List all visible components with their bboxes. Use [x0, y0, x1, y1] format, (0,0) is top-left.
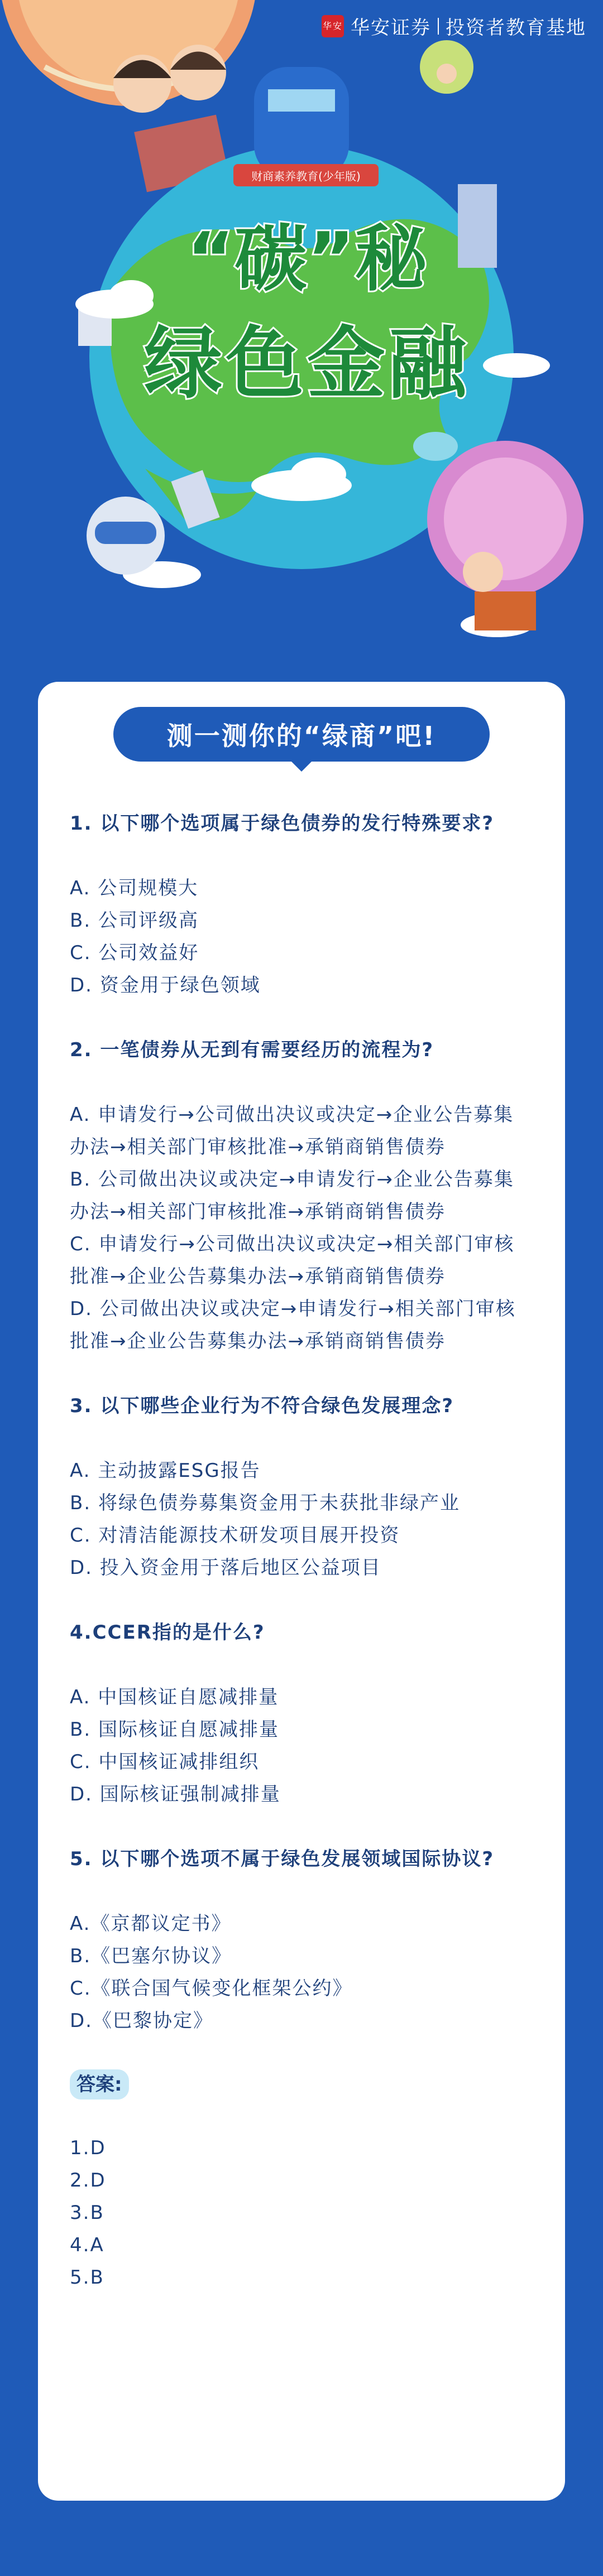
options-2 [70, 1099, 533, 1357]
option: C. 申请发行→公司做出决议或决定→相关部门审核批准→企业公告募集办法→承销商销售债券 [70, 1233, 515, 1288]
title-notch [291, 762, 312, 772]
mascot-icon [87, 497, 165, 575]
option: D.《巴黎协定》 [70, 2010, 213, 2032]
option: D. 公司做出决议或决定→申请发行→相关部门审核批准→企业公告募集办法→承销商销售债券 [70, 1298, 516, 1352]
quiz-title-text: 测一测你的“绿商”吧! [166, 721, 437, 751]
option: B.《巴塞尔协议》 [70, 1945, 232, 1967]
option: A. 主动披露ESG报告 [70, 1460, 261, 1482]
page-title-line1: “碳”秘 [186, 216, 428, 301]
brand-name: 华安证券 [351, 17, 431, 39]
answer-item: 2.D [70, 2169, 106, 2192]
option: A. 申请发行→公司做出决议或决定→企业公告募集办法→相关部门审核批准→承销商销售债券 [70, 1104, 514, 1158]
options-5 [70, 1908, 533, 2037]
answer-item: 5.B [70, 2266, 104, 2289]
quiz-content [70, 807, 533, 2294]
pink-balloon-icon [427, 441, 583, 630]
question-5: 5. 以下哪个选项不属于绿色发展领域国际协议? [70, 1848, 495, 1870]
page-title-line2: 绿色金融 [143, 319, 470, 410]
brand-subtitle: 投资者教育基地 [446, 17, 586, 39]
brand-divider [438, 18, 439, 35]
option: D. 资金用于绿色领域 [70, 974, 261, 996]
quiz-card [38, 682, 565, 2501]
option: C. 对清洁能源技术研发项目展开投资 [70, 1524, 400, 1547]
option: C. 公司效益好 [70, 942, 199, 964]
hero-illustration [0, 0, 603, 670]
option: B. 公司做出决议或决定→申请发行→企业公告募集办法→相关部门审核批准→承销商销售债券 [70, 1168, 514, 1223]
question-4: 4.CCER指的是什么? [70, 1621, 265, 1644]
option: B. 将绿色债券募集资金用于未获批非绿产业 [70, 1492, 460, 1514]
question-2: 2. 一笔债券从无到有需要经历的流程为? [70, 1039, 434, 1061]
option: A.《京都议定书》 [70, 1913, 232, 1935]
answers-list [70, 2132, 533, 2294]
answer-item: 3.B [70, 2202, 104, 2224]
brand-header [322, 12, 586, 40]
options-1 [70, 872, 533, 1001]
quiz-title [113, 707, 490, 762]
answer-item: 4.A [70, 2234, 104, 2256]
option: D. 投入资金用于落后地区公益项目 [70, 1557, 381, 1579]
option: C. 中国核证减排组织 [70, 1751, 260, 1773]
small-balloon-icon [420, 40, 473, 94]
answer-item: 1.D [70, 2137, 106, 2159]
option: C.《联合国气候变化框架公约》 [70, 1977, 353, 2000]
question-1: 1. 以下哪个选项属于绿色债券的发行特殊要求? [70, 812, 495, 835]
option: A. 中国核证自愿减排量 [70, 1686, 279, 1708]
brand-seal-icon: 华安 [322, 15, 344, 37]
option: B. 国际核证自愿减排量 [70, 1718, 279, 1741]
question-3: 3. 以下哪些企业行为不符合绿色发展理念? [70, 1395, 454, 1417]
option: D. 国际核证强制减排量 [70, 1783, 281, 1805]
series-badge: 财商素养教育(少年版) [233, 164, 379, 186]
options-4 [70, 1681, 533, 1811]
option: B. 公司评级高 [70, 909, 199, 932]
options-3 [70, 1455, 533, 1584]
option: A. 公司规模大 [70, 877, 199, 899]
answers-label: 答案: [70, 2069, 129, 2100]
